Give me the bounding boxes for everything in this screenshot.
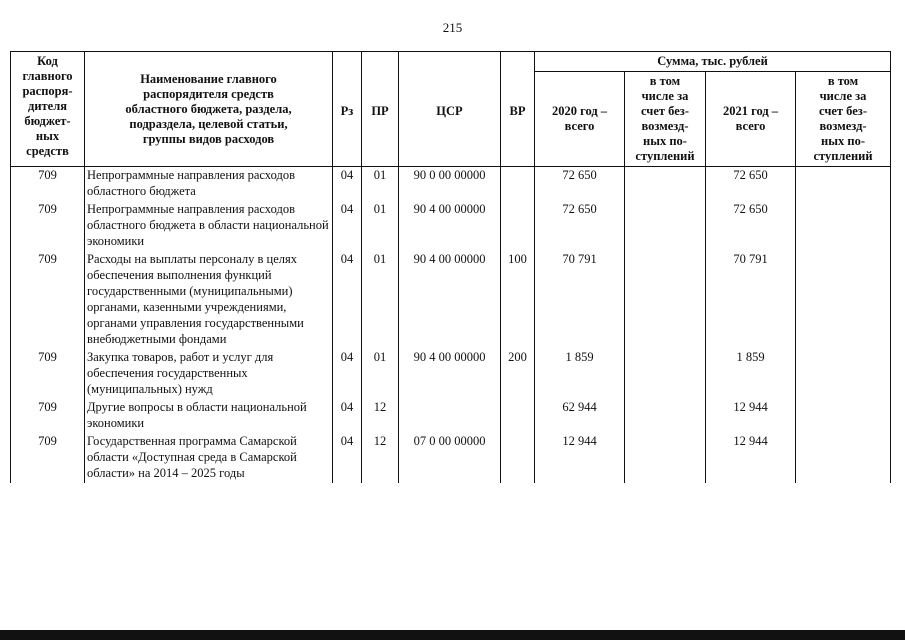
row-2020-total: 62 944 [535, 399, 625, 433]
table-row [11, 433, 891, 483]
header-2021-free: в том числе за счет без- возмезд- ных по- ступлений [796, 72, 891, 167]
row-rz: 04 [333, 433, 362, 483]
row-pr: 01 [362, 251, 399, 349]
row-2020-total: 70 791 [535, 251, 625, 349]
row-2021-total: 12 944 [706, 433, 796, 483]
row-2021-free [796, 251, 891, 349]
row-2021-free [796, 349, 891, 399]
row-csr: 90 4 00 00000 [399, 201, 501, 251]
row-vr [501, 167, 535, 202]
scan-edge-bar [0, 630, 905, 640]
row-pr: 01 [362, 167, 399, 202]
row-2020-free [625, 251, 706, 349]
row-rz: 04 [333, 167, 362, 202]
header-csr: ЦСР [399, 52, 501, 167]
row-pr: 01 [362, 349, 399, 399]
row-name: Расходы на выплаты персоналу в целях обеспечения выполнения функций государственными (муниципальными) органами, казенными учреждениями, органами управления государственными внебюджетными фондами [85, 251, 333, 349]
table-row [11, 399, 891, 433]
row-rz: 04 [333, 399, 362, 433]
row-2020-free [625, 433, 706, 483]
row-code: 709 [11, 349, 85, 399]
row-name: Другие вопросы в области национальной экономики [85, 399, 333, 433]
row-vr [501, 433, 535, 483]
row-code: 709 [11, 201, 85, 251]
row-2021-total: 1 859 [706, 349, 796, 399]
table-header [11, 52, 891, 167]
row-code: 709 [11, 399, 85, 433]
budget-table [10, 51, 891, 483]
header-code: Код главного распоря- дителя бюджет- ных средств [11, 52, 85, 167]
row-pr: 12 [362, 433, 399, 483]
row-vr [501, 201, 535, 251]
row-code: 709 [11, 251, 85, 349]
table-row [11, 349, 891, 399]
header-vr: ВР [501, 52, 535, 167]
row-2020-free [625, 201, 706, 251]
table-row [11, 251, 891, 349]
row-csr: 90 4 00 00000 [399, 349, 501, 399]
row-csr: 90 0 00 00000 [399, 167, 501, 202]
row-code: 709 [11, 433, 85, 483]
row-rz: 04 [333, 251, 362, 349]
table-row [11, 167, 891, 202]
row-2021-total: 70 791 [706, 251, 796, 349]
header-pr: ПР [362, 52, 399, 167]
row-name: Государственная программа Самарской области «Доступная среда в Самарской области» на 2014 – 2025 годы [85, 433, 333, 483]
row-name: Непрограммные направления расходов областного бюджета в области национальной экономики [85, 201, 333, 251]
row-2021-free [796, 433, 891, 483]
row-vr: 200 [501, 349, 535, 399]
row-csr: 07 0 00 00000 [399, 433, 501, 483]
row-pr: 01 [362, 201, 399, 251]
header-sum: Сумма, тыс. рублей [535, 52, 891, 72]
row-2021-free [796, 399, 891, 433]
row-2021-total: 72 650 [706, 201, 796, 251]
row-rz: 04 [333, 201, 362, 251]
header-2020-free: в том числе за счет без- возмезд- ных по- ступлений [625, 72, 706, 167]
row-name: Непрограммные направления расходов областного бюджета [85, 167, 333, 202]
row-2021-total: 12 944 [706, 399, 796, 433]
row-2020-total: 72 650 [535, 167, 625, 202]
row-2021-free [796, 201, 891, 251]
row-csr: 90 4 00 00000 [399, 251, 501, 349]
row-vr: 100 [501, 251, 535, 349]
row-vr [501, 399, 535, 433]
row-2020-total: 72 650 [535, 201, 625, 251]
header-name: Наименование главного распорядителя средств областного бюджета, раздела, подраздела, целевой статьи, группы видов расходов [85, 52, 333, 167]
row-2021-total: 72 650 [706, 167, 796, 202]
row-csr [399, 399, 501, 433]
header-2021-total: 2021 год – всего [706, 72, 796, 167]
row-2020-total: 1 859 [535, 349, 625, 399]
header-2020-total: 2020 год – всего [535, 72, 625, 167]
row-2020-total: 12 944 [535, 433, 625, 483]
row-2020-free [625, 167, 706, 202]
row-name: Закупка товаров, работ и услуг для обеспечения государственных (муниципальных) нужд [85, 349, 333, 399]
table-row [11, 201, 891, 251]
row-2021-free [796, 167, 891, 202]
row-pr: 12 [362, 399, 399, 433]
header-rz: Рз [333, 52, 362, 167]
row-rz: 04 [333, 349, 362, 399]
row-2020-free [625, 399, 706, 433]
table-body [11, 167, 891, 484]
row-2020-free [625, 349, 706, 399]
page-number: 215 [442, 20, 463, 35]
row-code: 709 [11, 167, 85, 202]
